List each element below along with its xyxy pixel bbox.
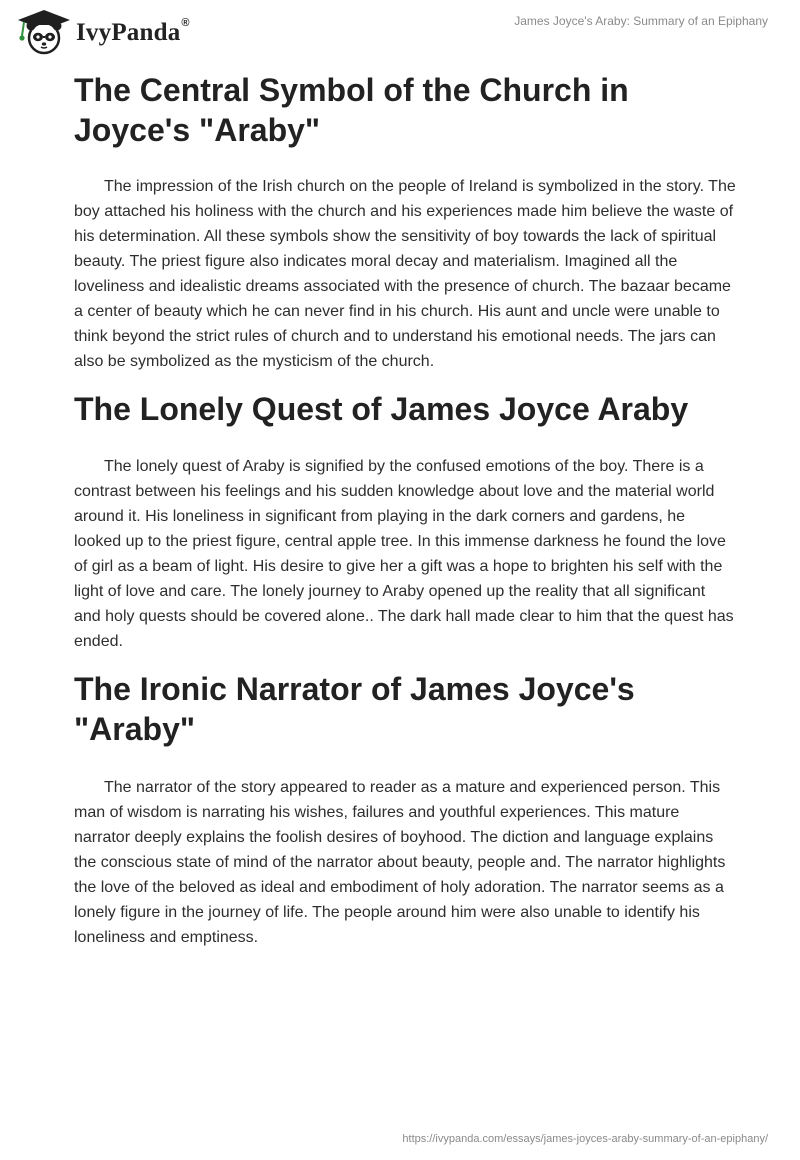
- ivypanda-logo[interactable]: [14, 8, 190, 56]
- article-section: [74, 669, 736, 950]
- brand-name: IvyPanda®: [76, 17, 190, 46]
- document-title: James Joyce's Araby: Summary of an Epiphany: [514, 14, 768, 28]
- page-header: [0, 0, 800, 62]
- panda-graduate-icon: [14, 8, 72, 56]
- section-heading: The Lonely Quest of James Joyce Araby: [74, 391, 689, 427]
- article-section: [74, 70, 736, 374]
- section-paragraph: The lonely quest of Araby is signified by the confused emotions of the boy. There is a contrast between his feelings and his sudden knowledge about love and the material world around it. His loneliness in significant from playing in the dark corners and gardens, he looked up to the priest figure, central apple tree. In this immense darkness he found the love of girl as a beam of light. His desire to give her a gift was a hope to brighten his self with the light of love and care. The lonely journey to Araby opened up the reality that all significant and holy quests should be covered alone.. The dark hall made clear to him that the quest has ended.: [74, 458, 734, 650]
- section-heading: The Ironic Narrator of James Joyce's "Araby": [74, 671, 635, 747]
- section-paragraph: The narrator of the story appeared to reader as a mature and experienced person. This man of wisdom is narrating his wishes, failures and youthful experiences. This mature narrator deeply explains the foolish desires of boyhood. The diction and language explains the conscious state of mind of the narrator about beauty, people and. The narrator highlights the love of the beloved as ideal and embodiment of holy adoration. The narrator seems as a lonely figure in the journey of life. The people around him were also unable to identify his loneliness and emptiness.: [74, 779, 726, 946]
- article-content: [74, 70, 736, 950]
- article-section: [74, 389, 736, 654]
- source-url-link[interactable]: https://ivypanda.com/essays/james-joyces-araby-summary-of-an-epiphany/: [402, 1133, 768, 1145]
- section-heading: The Central Symbol of the Church in Joyce's "Araby": [74, 72, 629, 148]
- section-paragraph: The impression of the Irish church on the people of Ireland is symbolized in the story. The boy attached his holiness with the church and his experiences made him believe the waste of his determination. All these symbols show the sensitivity of boy towards the lack of spiritual beauty. The priest figure also indicates moral decay and materialism. Imagined all the loveliness and idealistic dreams associated with the presence of church. The bazaar became a center of beauty which he can never find in his church. His aunt and uncle were unable to think beyond the strict rules of church and to understand his emotional needs. The jars can also be symbolized as the mysticism of the church.: [74, 178, 736, 370]
